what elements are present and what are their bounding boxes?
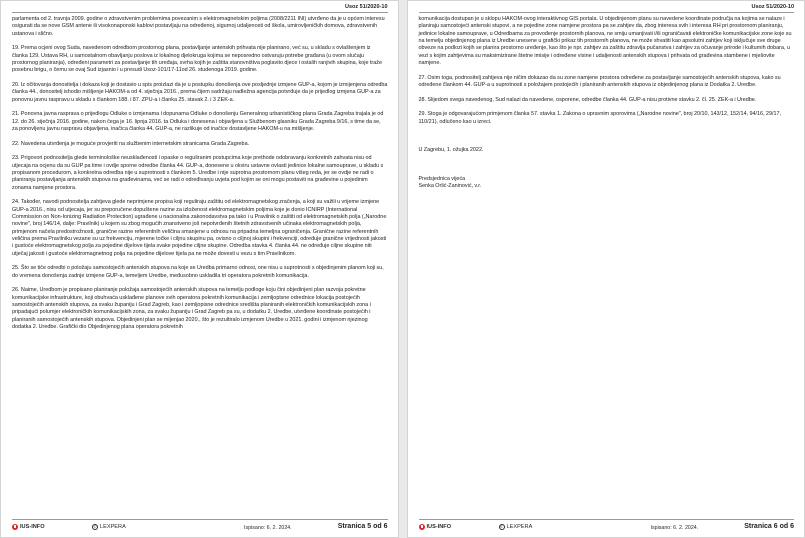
page-number: Stranica 5 od 6 xyxy=(337,523,388,530)
paragraph: 28. Slijedom svega navedenog, Sud nalazi da navedene, osporene, odredbe članka 44. GUP-a nisu protivne stavku 2. čl. 25. ZEK-a i Uredbe. xyxy=(418,96,757,103)
header-divider xyxy=(419,12,795,13)
ius-info-logo xyxy=(12,524,45,530)
page-body xyxy=(419,16,795,191)
signature-title: Predsjednica vijeća xyxy=(418,175,466,182)
paragraph: 26. Naime, Uredbom je propisano planiranje položaja samostojećih antenskih stupova na temelju podloge koju čini objedinjeni plan razvoja pokretne komunikacijske infrastrukture, koji obuhvaća usklađene planove svih operatora pokretnih komunikacija i zemljopisne odrednice lokacija postojećih samostojećih antenskih stupova, za svaku županiju i Grad Zagreb, kao i zemljopisne odrednice središta planiranih elektroničkih komunikacijskih zona i pripadajući polumjer elektroničkih komunikacijskih zona, za svaku županiju i Grad Zagreb pa su, u dodatku 2. Uredbe, utvrđene koordinate postojećih i planiranih samostojećih antenskih stupova. Objedinjeni plan se mijenjao 2020., što je rezultiralo izmjenom Uredbe u 2021. godini i izmjenom njezinog dodatka 2. Uredbe. Grafički dio Objedinjenog plana operatora pokretnih xyxy=(12,287,371,331)
case-reference: Usoz 51/2020-10 xyxy=(345,4,388,10)
paragraph: 23. Prigovori podnositelja glede terminološke neusklađenosti i opaske o reguliranim postupcima koje prethode odobravanju konkretnih zahvata nisu od utjecaja na ocjenu da su GUP pa time i ovdje sporne odredbe članka 44. GUP-a, donesene u okviru ustavne ovlasti jedinice lokalne samouprave, u skladu s propisanom procedurom, a konkretna odredba nije u suprotnosti s člankom 5. Uredbe i nije suprotna prostornom planu višeg reda, jer se ovdje ne radi o planiranju postavljanja antenskih stupova na građevinama, već se radi o određivanju uvjeta pod kojim se oni mogu postaviti na građevine u pojedinim zonama namjene prostora. xyxy=(12,155,384,191)
ius-info-logo xyxy=(419,524,452,530)
page-number: Stranica 6 od 6 xyxy=(744,523,794,530)
ius-info-label: IUS-INFO xyxy=(426,524,452,530)
copyright-icon: © xyxy=(500,524,503,529)
ius-info-label: IUS-INFO xyxy=(20,524,45,530)
spacer xyxy=(419,133,795,147)
copyright-icon: © xyxy=(93,524,97,529)
page-6 xyxy=(407,0,805,538)
print-date: Ispisano: 6. 2. 2024. xyxy=(244,524,292,531)
paragraph: 20. Iz očitovanja donositelja i dokaza koji je dostavio u spis proizlazi da je u postupku donošenja ove posljednje izmjene GUP-a, kojom je izmijenjena odredba članka 44., donositelj ishodio mišljenje HAKOM-a od 4. siječnja 2016., prema čijem sadržaju nadležna agencija potvrđuje da je prijedlog izmjena GUP-a za ponovnu javnu raspravu u skladu s člankom 188. i 87. ZPU-a i članka 25. stavak 2. i 3 ZEK-a. xyxy=(12,82,388,103)
footer-divider xyxy=(12,519,388,520)
place-date: U Zagrebu, 1. ožujka 2022. xyxy=(418,147,484,154)
page-body xyxy=(12,16,388,339)
footer-divider xyxy=(419,519,795,520)
page-footer xyxy=(12,519,388,537)
paragraph: 22. Navedena utvrđenja je moguće provjeriti na službenim internetskim stranicama Grada Zagreba. xyxy=(12,140,250,147)
lexpera-label: LEXPERA xyxy=(506,524,533,530)
paragraph: 21. Ponovna javna rasprava o prijedlogu Odluke o izmjenama i dopunama Odluke o donošenju Generalnog urbanističkog plana Grada Zagreba trajala je od 12. do 26. siječnja 2016. godine, nakon čega je 16. lipnja 2016. ta Odluka i donesena i objavljena u Službenom glasniku Grada Zagreba 9/16, s time da se, za ponovljenu javnu raspravu objavljena, inačica članka 44. GUP-a, ne razlikuje od inačice dostavljene HAKOM-u na mišljenje. xyxy=(12,111,384,133)
page-5 xyxy=(0,0,399,538)
signature-name: Senka Orlić-Zaninović, v.r. xyxy=(418,183,482,190)
print-date: Ispisano: 6. 2. 2024. xyxy=(650,524,699,531)
paragraph: komunikacija dostupan je u sklopu HAKOM-ovog interaktivnog GIS portala. U objedinjenom planu su navedene koordinate područja na kojima se nalaze i planiraju samostojeći antenski stupovi, a ne pojedine zone namjene prostora pa se zahtjev da, zbog interesa svih i interesa RH pri prostornom planiranju, jedinice lokalne samouprave, u Odredbama za provođenje prostornih planova, ne smiju umanjivati i/ili ograničavati elektroničke komunikacijske zone koje su na temelju objedinjenog plana iz Uredbe unesene u grafički prikaz tih prostornih planova, ne može shvatiti kao apsolutni zahtjev koji isključuje sve druge obveze na podlozi kojih se planira prostorno uređenje, kao što je npr. zahtjev za zaštitu zdravlja pučanstva i zahtjev za očuvanje prirode i kulturnih dobara, u vezi s kojim zahtjevima su maksimizirane štetne imisije i određene visine i udaljenosti antenskih stupova i prihvata od građevina stambene i mješovite namjene. xyxy=(418,16,792,67)
paragraph: 29. Stoga je odgovarajućom primjenom članka 57. stavka 1. Zakona o upravnim sporovima („Narodne novine", broj 20/10, 143/12, 152/14, 94/16, 29/17, 110/21), odlučeno kao u izreci. xyxy=(418,111,782,125)
lexpera-logo xyxy=(499,524,533,530)
case-reference: Usoz 51/2020-10 xyxy=(751,4,794,10)
header-divider xyxy=(12,12,388,13)
ius-info-icon xyxy=(419,524,425,530)
paragraph: 25. Što se tiče odredbi o položaju samostojećih antenskih stupova na koje se Uredba primarno odnosi, one nisu u suprotnosti s objedinjenim planom koji su, do vremena donošenja zadnje izmjene GUP-a, temeljem Uredbe, međusobno uskladila tri operatora pokretnih komunikacija. xyxy=(12,265,384,279)
paragraph: 24. Također, navodi podnositelja zahtjeva glede neprimjene propisa koji reguliraju zaštitu od elektromagnetskog zračenja, a koji su važili u vrijeme izmjene GUP-a 2016., nisu od utjecaja, jer su preporučene dopuštene razine za izloženost elektromagnetskim poljima koje je donio ICNIRP (International Commission on Non-Ionizing Radiation Protection) ugrađene u nacionalna zakonodavstva pa tako i u Pravilnik o zaštiti od elektromagnetskih polja („Narodne novine", broj 146/14, dalje: Pravilnik) u kojem su zbog mogućih znanstveno još nepotvrđenih štetnih zdravstvenih učinaka elektromagnetskih polja, primjenom načela predostrožnosti, granične razine referentnih veličina smanjene u odnosu na pripadna temeljna ograničenja. Granične razine referentnih veličina prema Pravilniku vezane su uz frekvenciju, mjerene točke i ciljnu skupinu pa, ovisno o ciljnoj skupini i frekvenciji, određuje granične vrijednosti jakosti i gustoće elektromagnetskog polja za pojedine dijelove tijela svake pojedine ciljne skupine. Odredba stavka 4. članka 44. ne određuje ciljne skupine niti utječaj jakosti i gustoće elektromagnetnog polja na pojedine dijelove tijela pa ne može dovesti u vezu s tim Pravilnikom. xyxy=(12,199,387,257)
paragraph: 19. Prema ocjeni ovog Suda, navedenom odredbom prostornog plana, postavljanje antenskih prihvata nije planirano, već su, u skladu s ovlaštenjem iz članka 129. Ustava RH, u samostalnom obavljanju poslova iz lokalnog djelokruga kojima se neposredno ostvaruju potrebe građana (u ovom slučaju prostornog planiranja), određeni parametri za postavljanje tih uređaja, svrha kojih je zaštita stanovništva poglavito djece i ostalih ranjivih skupina, koje traže posebnu brigu, o čemu se ovaj Sud izjasnio i u presudi Usoz-101/17-11od 26. studenoga 2019. godine. xyxy=(12,45,382,74)
paragraph: parlamenta od 2. travnja 2009. godine o zdravstvenim problemima povezanim s elektromagnetskim poljima (2008/2211 INI) utvrđeno da je u općem interesu osigurati da se nove GSM antene ili visokonaponski kablovi postavljaju na određenoj, sigurnoj udaljenosti od škola, umirovljeničkih domova, zdravstvenih ustanova i slično. xyxy=(12,16,385,37)
page-footer xyxy=(419,519,795,537)
lexpera-logo xyxy=(92,524,126,530)
ius-info-icon xyxy=(12,524,18,530)
lexpera-label: LEXPERA xyxy=(100,524,126,530)
paragraph: 27. Osim toga, podnositelj zahtjeva nije ničim dokazao da su zone namjene prostora određene za postavljanje samostojećih antenskih stupova, kako su određene člankom 44. GUP-a u suprotnosti s položajem postojećih i planiranih antenskih stupova iz objedinjenog plana iz Dodatka 2. Uredbe. xyxy=(418,74,781,89)
spacer xyxy=(419,162,795,176)
